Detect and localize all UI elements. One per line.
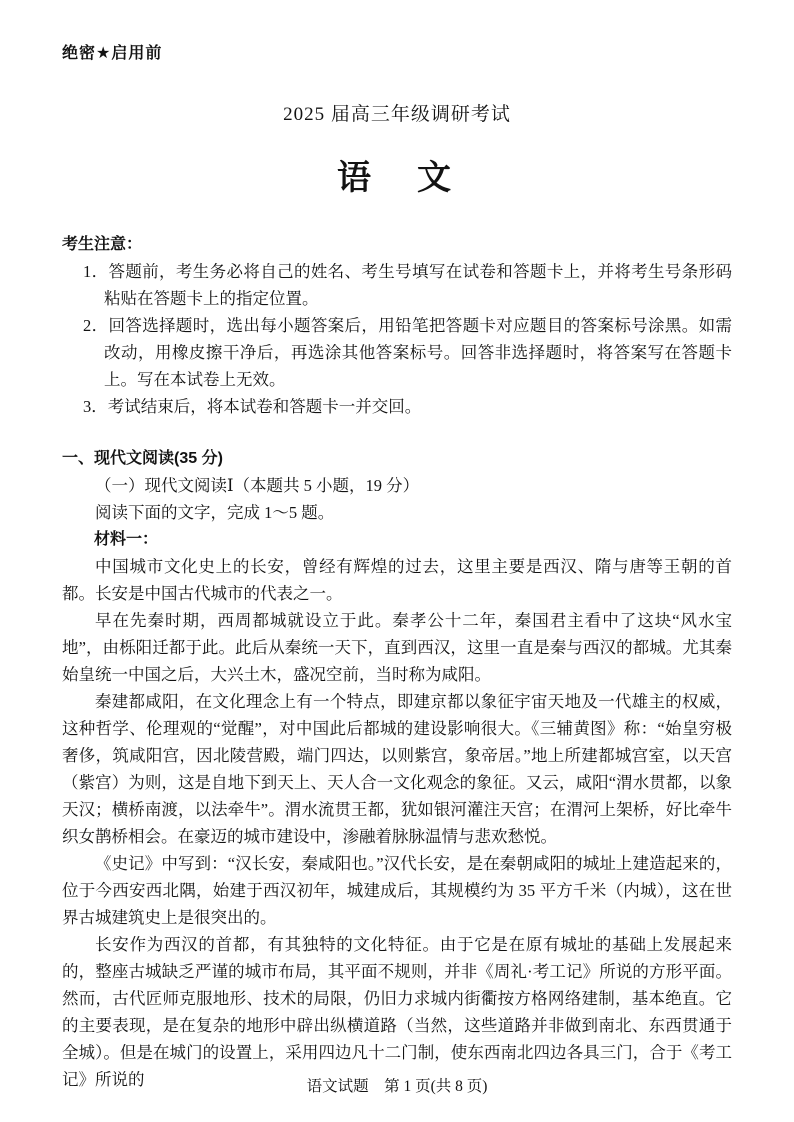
candidate-notice <box>62 231 732 420</box>
notice-heading: 考生注意： <box>62 236 143 253</box>
notice-item-1: 1．答题前，考生务必将自己的姓名、考生号填写在试卷和答题卡上，并将考生号条形码粘贴在答题卡上的指定位置。 <box>83 262 732 308</box>
classification-label: 绝密★启用前 <box>62 45 163 62</box>
exam-session-title: 2025 届高三年级调研考试 <box>283 104 511 125</box>
material-paragraph-1: 中国城市文化史上的长安，曾经有辉煌的过去，这里主要是西汉、隋与唐等王朝的首都。长安是中国古代城市的代表之一。 <box>62 557 732 603</box>
section-heading: 一、现代文阅读(35 分) <box>62 450 223 467</box>
material-paragraph-2: 早在先秦时期，西周都城就设立于此。秦孝公十二年，秦国君主看中了这块“风水宝地”，由栎阳迁都于此。此后从秦统一天下，直到西汉，这里一直是秦与西汉的都城。尤其秦始皇统一中国之后，大兴土木，盛况空前，当时称为咸阳。 <box>62 611 732 684</box>
notice-item-3: 3．考试结束后，将本试卷和答题卡一并交回。 <box>83 397 422 416</box>
material-paragraph-3: 秦建都咸阳，在文化理念上有一个特点，即建京都以象征宇宙天地及一代雄主的权威，这种哲学、伦理观的“觉醒”，对中国此后都城的建设影响很大。《三辅黄图》称：“始皇穷极奢侈，筑咸阳宫，因北陵营殿，端门四达，以则紫宫，象帝居。”地上所建都城宫室，以天宫（紫宫）为则，这是自地下到天上、天人合一文化观念的象征。又云，咸阳“渭水贯都，以象天汉；横桥南渡，以法牵牛”。渭水流贯王都，犹如银河灌注天宫；在渭河上架桥，好比牵牛织女鹊桥相会。在豪迈的城市建设中，渗融着脉脉温情与悲欢愁悦。 <box>62 692 732 846</box>
material-label: 材料一： <box>94 531 159 548</box>
reading-section <box>62 445 732 1093</box>
notice-item-2: 2．回答选择题时，选出每小题答案后，用铅笔把答题卡对应题目的答案标号涂黑。如需改动，用橡皮擦干净后，再选涂其他答案标号。回答非选择题时，将答案写在答题卡上。写在本试卷上无效。 <box>83 316 732 389</box>
section-subheading: （一）现代文阅读Ⅰ（本题共 5 小题，19 分） <box>95 476 420 495</box>
page-footer: 语文试题 第 1 页(共 8 页) <box>306 1078 488 1095</box>
material-paragraph-5: 长安作为西汉的首都，有其独特的文化特征。由于它是在原有城址的基础上发展起来的，整座古城缺乏严谨的城市布局，其平面不规则，并非《周礼·考工记》所说的方形平面。然而，古代匠师克服地形、技术的局限，仍旧力求城内街衢按方格网络建制，基本绝直。它的主要表现，是在复杂的地形中辟出纵横道路（当然，这些道路并非做到南北、东西贯通于全城）。但是在城门的设置上，采用四边凡十二门制，使东西南北四边各具三门，合于《考工记》所说的 <box>62 935 732 1089</box>
subject-title: 语 文 <box>337 160 457 197</box>
material-paragraph-4: 《史记》中写到：“汉长安，秦咸阳也。”汉代长安，是在秦朝咸阳的城址上建造起来的，位于今西安西北隅，始建于西汉初年，城建成后，其规模约为 35 平方千米（内城），这在世界古城建筑史上是很突出的。 <box>62 854 732 927</box>
reading-instruction: 阅读下面的文字，完成 1～5 题。 <box>95 503 335 522</box>
